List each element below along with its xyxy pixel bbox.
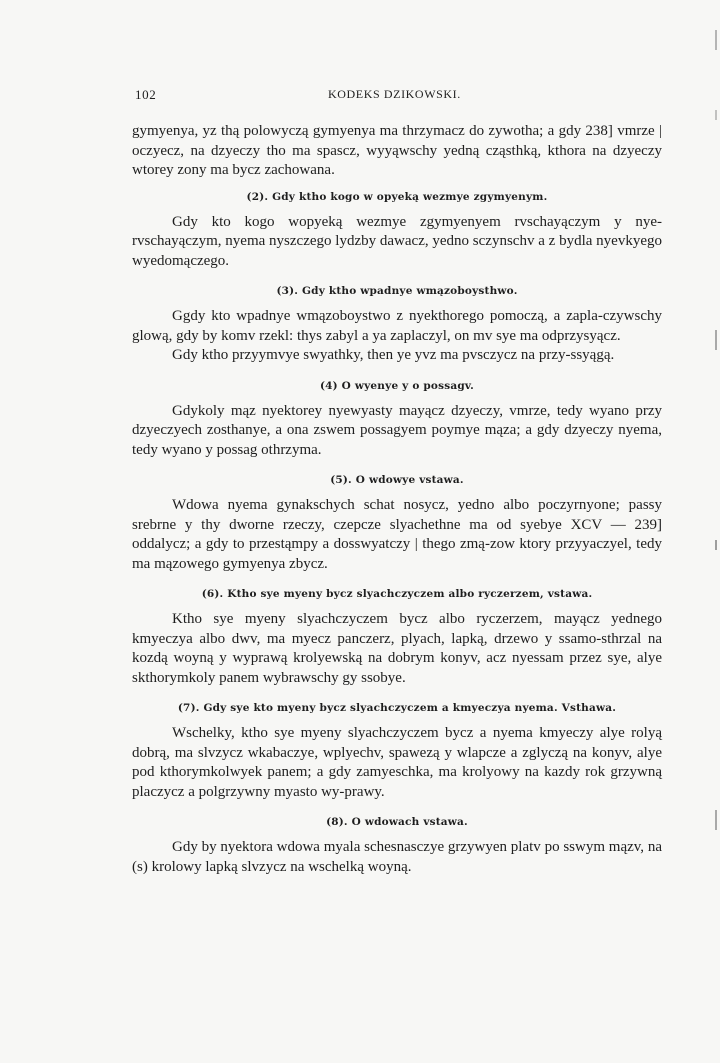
section-3-heading: (3). Gdy ktho wpadnye wmązoboysthwo. <box>276 285 518 297</box>
running-title: KODEKS DZIKOWSKI. <box>328 87 461 101</box>
section-8-paragraph: Gdy by nyektora wdowa myala schesnasczye grzywyen platv po sswym mązv, na (s) krolowy lapką slvzycz na wschelką woyną. <box>132 839 662 875</box>
section-4-heading: (4) O wyenye y o possagv. <box>319 379 475 392</box>
section-7-heading: (7). Gdy sye kto myeny bycz slyachczyczem a kmyeczya nyema. Vsthawa. <box>177 702 617 714</box>
section-4-paragraph: Gdykoly mąz nyektorey nyewyasty mayącz dzyeczy, vmrze, tedy wyano przy dzyeczyech zosthanye, a ona zswem possagyem poymye mąza; a gdy dzyeczy nyema, tedy wyano y possag othrzyma. <box>132 402 662 458</box>
page-body <box>132 122 662 877</box>
section-6-heading: (6). Ktho sye myeny bycz slyachczyczem albo ryczerzem, vstawa. <box>201 588 593 600</box>
section-5-heading: (5). O wdowye vstawa. <box>330 474 464 486</box>
page-number: 102 <box>135 87 157 102</box>
intro-paragraph: gymyenya, yz thą polowyczą gymyenya ma thrzymacz do zywotha; a gdy 238] vmrze | oczyecz, na dzyeczy tho ma spascz, wyyąwschy yedną cząsthką, kthora na dzyeczy wtorey zony ma bycz zachowana. <box>132 123 662 178</box>
section-2-paragraph: Gdy kto kogo wopyeką wezmye zgymyenyem rvschayączym y nye-rvschayączym, nyema nyszczego lydzby dawacz, yedno sczynschv a z bydla nyevkyego wyedomączego. <box>132 213 662 269</box>
page-header <box>132 87 666 105</box>
section-5-paragraph: Wdowa nyema gynakschych schat nosycz, yedno albo poczyrnyone; passy srebrne y thy dworne rzeczy, czepcze slyachethne ma od syebye XCV — 239] oddalycz; a gdy to przestąmpy a dosswyatczy | thego zmą-zow ktory przyyaczyel, tedy ma mązowego gymyenya zbycz. <box>132 497 662 572</box>
section-2-heading: (2). Gdy ktho kogo w opyeką wezmye zgymyenym. <box>246 190 548 203</box>
section-8-heading: (8). O wdowach vstawa. <box>326 816 468 828</box>
page-edge-shadow <box>715 30 717 1030</box>
section-3-paragraph-1: Ggdy kto wpadnye wmązoboystwo z nyekthorego pomoczą, a zapla-czywschy glową, gdy by komv rzekl: thys zabyl a ya zaplaczyl, on mv sye ma odprzysyącz. <box>132 308 662 344</box>
section-3-paragraph-2: Gdy ktho przyymvye swyathky, then ye yvz ma pvsczycz na przy-ssyągą. <box>172 347 615 363</box>
section-7-paragraph: Wschelky, ktho sye myeny slyachczyczem bycz a nyema kmyeczy alye rolyą dobrą, ma slvzycz wkabaczye, wplyechv, spawezą y wlapcze a zglyczą na konyv, alye pod kthorymkolwyek panem; a gdy zamyeschka, ma krolyowy na kazdy rok grzywną placzycz a polgrzywny myasto wy-prawy. <box>132 725 662 800</box>
section-6-paragraph: Ktho sye myeny slyachczyczem bycz albo ryczerzem, mayącz yednego kmyeczya albo dwv, ma myecz panczerz, plyach, lapką, drzewo y ssamo-sthrzal na kozdą woyną y wyprawą krolyewską na dobrym konyv, acz nyessam przez sye, alye skthorymkoly panem wybrawschy gy ssobye. <box>132 611 662 686</box>
